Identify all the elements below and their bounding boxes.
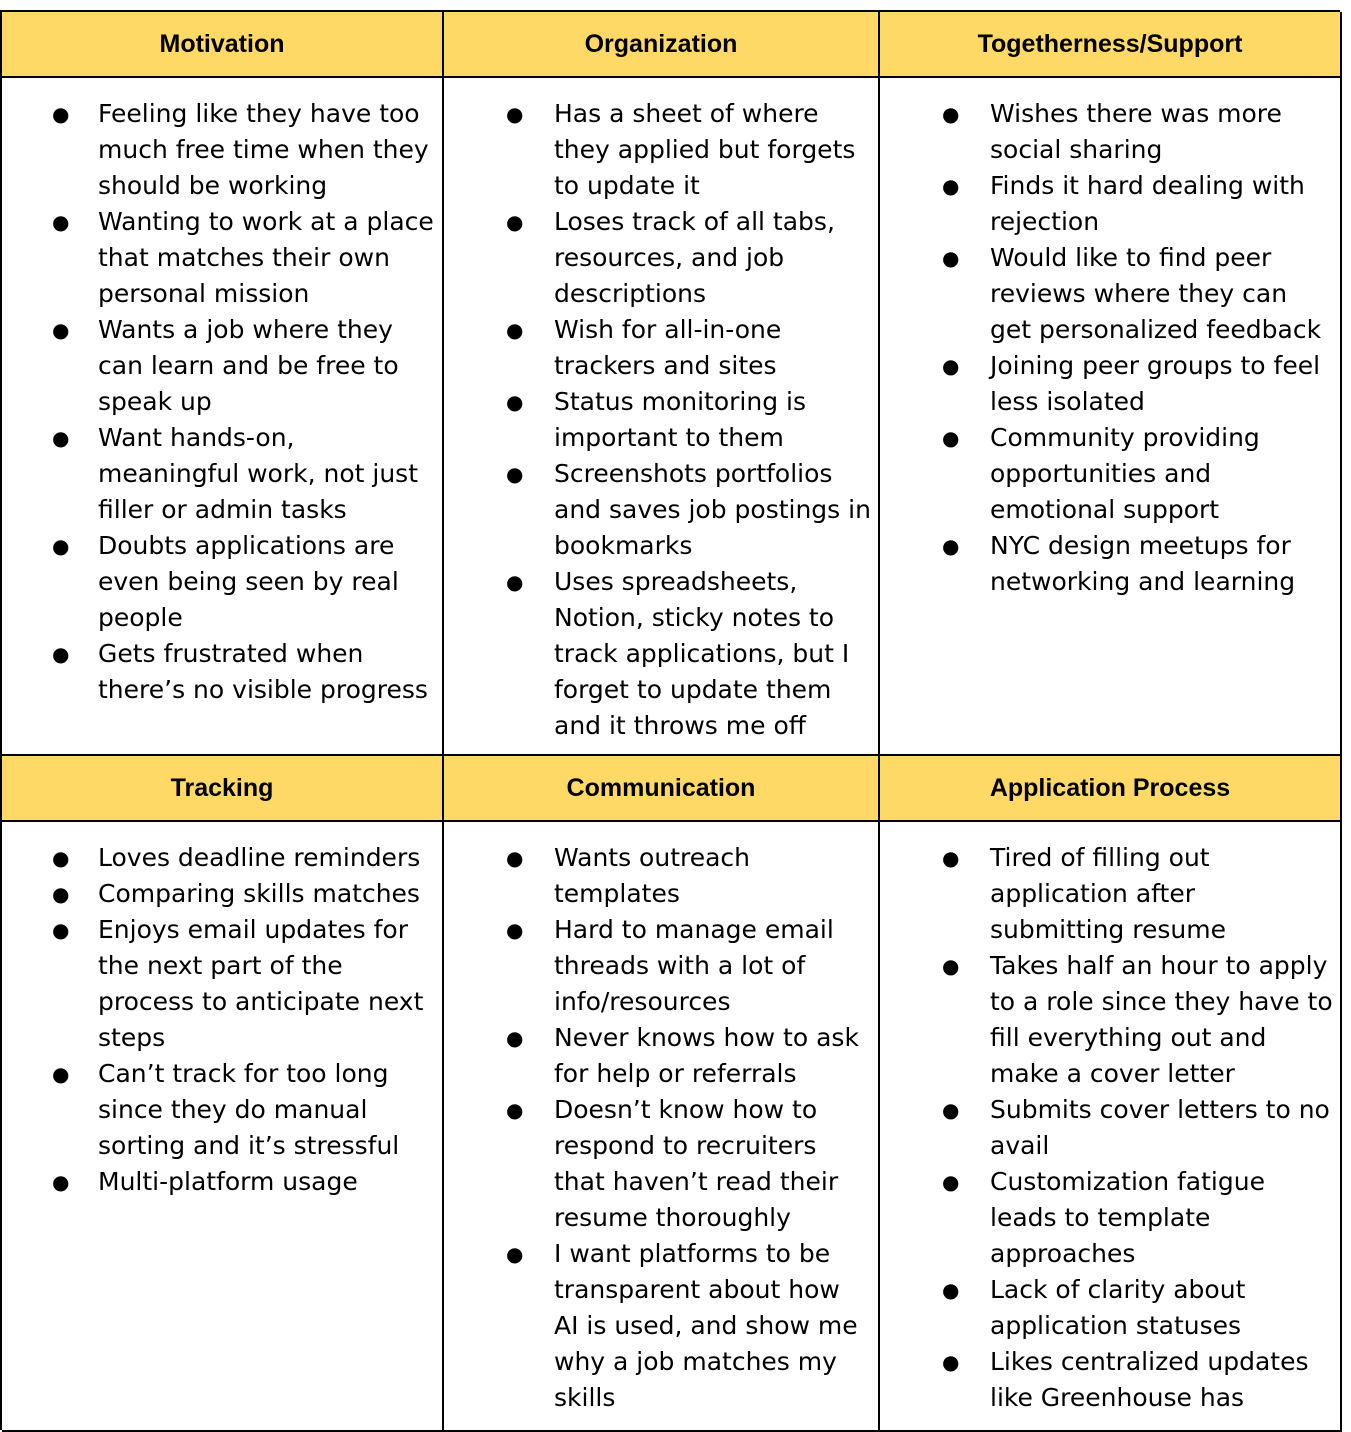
bullet-icon: ● (942, 354, 960, 378)
bullet-icon: ● (942, 954, 960, 978)
bullet-icon: ● (506, 570, 524, 594)
bullet-icon: ● (52, 1170, 70, 1194)
list-item-text: I want platforms to be transparent about how AI is used, and show me why a job matches my skills (554, 1239, 858, 1412)
bullet-icon: ● (52, 318, 70, 342)
list-item-text: Loses track of all tabs, resources, and job descriptions (554, 207, 835, 308)
bullet-icon: ● (942, 246, 960, 270)
list-item (2, 876, 436, 912)
list-item-text: Status monitoring is important to them (554, 387, 807, 452)
list-item-text: NYC design meetups for networking and learning (990, 531, 1296, 596)
list-item (444, 384, 872, 456)
list-item (444, 1020, 872, 1092)
list-item-text: Hard to manage email threads with a lot of info/resources (554, 915, 834, 1016)
list-item-text: Enjoys email updates for the next part of the process to anticipate next steps (98, 915, 424, 1052)
bullet-icon: ● (52, 882, 70, 906)
list-item (2, 96, 436, 204)
list-item (880, 1344, 1334, 1416)
list-item-text: Feeling like they have too much free time when they should be working (98, 99, 429, 200)
list-item (880, 1164, 1334, 1272)
bullet-icon: ● (506, 462, 524, 486)
list-item (444, 840, 872, 912)
list-organization (444, 96, 872, 744)
list-item-text: Customization fatigue leads to template approaches (990, 1167, 1265, 1268)
header-communication: Communication (444, 756, 880, 822)
list-item (2, 204, 436, 312)
list-item-text: Has a sheet of where they applied but forgets to update it (554, 99, 856, 200)
list-item-text: Never knows how to ask for help or referrals (554, 1023, 859, 1088)
header-application-process: Application Process (880, 756, 1342, 822)
bullet-icon: ● (52, 846, 70, 870)
list-togetherness-support (880, 96, 1334, 600)
list-item-text: Uses spreadsheets, Notion, sticky notes to track applications, but I forget to update them and it throws me off (554, 567, 850, 740)
bullet-icon: ● (52, 534, 70, 558)
list-item-text: Community providing opportunities and emotional support (990, 423, 1260, 524)
bullet-icon: ● (506, 846, 524, 870)
bullet-icon: ● (506, 210, 524, 234)
bullet-icon: ● (942, 534, 960, 558)
bullet-icon: ● (942, 1170, 960, 1194)
list-item-text: Tired of filling out application after submitting resume (990, 843, 1226, 944)
bullet-icon: ● (942, 846, 960, 870)
bullet-icon: ● (942, 1098, 960, 1122)
list-item-text: Gets frustrated when there’s no visible progress (98, 639, 428, 704)
list-item (2, 312, 436, 420)
list-item (880, 168, 1334, 240)
list-application-process (880, 840, 1334, 1416)
list-item-text: Doesn’t know how to respond to recruiters that haven’t read their resume thoroughly (554, 1095, 839, 1232)
list-item (444, 1092, 872, 1236)
list-item (880, 528, 1334, 600)
research-findings-table (0, 10, 1340, 1430)
bullet-icon: ● (942, 102, 960, 126)
header-tracking: Tracking (2, 756, 444, 822)
bullet-icon: ● (506, 102, 524, 126)
list-item (444, 1236, 872, 1416)
cell-togetherness-support (880, 78, 1342, 756)
list-item (444, 96, 872, 204)
bullet-icon: ● (52, 642, 70, 666)
bullet-icon: ● (942, 1350, 960, 1374)
list-item-text: Finds it hard dealing with rejection (990, 171, 1305, 236)
list-item-text: Lack of clarity about application statuses (990, 1275, 1246, 1340)
list-item-text: Wants a job where they can learn and be free to speak up (98, 315, 399, 416)
bullet-icon: ● (52, 918, 70, 942)
bullet-icon: ● (52, 210, 70, 234)
list-item (2, 1056, 436, 1164)
bullet-icon: ● (942, 1278, 960, 1302)
header-motivation: Motivation (2, 12, 444, 78)
list-item (444, 312, 872, 384)
list-item-text: Likes centralized updates like Greenhouse has (990, 1347, 1309, 1412)
header-organization: Organization (444, 12, 880, 78)
list-item-text: Wanting to work at a place that matches their own personal mission (98, 207, 434, 308)
list-item (444, 564, 872, 744)
list-item-text: Wish for all-in-one trackers and sites (554, 315, 782, 380)
list-item (880, 840, 1334, 948)
list-item-text: Screenshots portfolios and saves job postings in bookmarks (554, 459, 871, 560)
header-togetherness-support: Togetherness/Support (880, 12, 1342, 78)
list-item-text: Can’t track for too long since they do manual sorting and it’s stressful (98, 1059, 400, 1160)
list-item (2, 840, 436, 876)
list-communication (444, 840, 872, 1416)
list-item-text: Takes half an hour to apply to a role since they have to fill everything out and make a cover letter (990, 951, 1333, 1088)
list-item-text: Want hands-on, meaningful work, not just filler or admin tasks (98, 423, 418, 524)
list-item-text: Doubts applications are even being seen by real people (98, 531, 399, 632)
bullet-icon: ● (506, 1098, 524, 1122)
bullet-icon: ● (506, 390, 524, 414)
cell-organization (444, 78, 880, 756)
list-item (444, 912, 872, 1020)
bullet-icon: ● (942, 426, 960, 450)
list-item (444, 204, 872, 312)
list-item-text: Joining peer groups to feel less isolated (990, 351, 1321, 416)
list-item-text: Wishes there was more social sharing (990, 99, 1282, 164)
list-item (880, 348, 1334, 420)
bullet-icon: ● (942, 174, 960, 198)
cell-tracking (2, 822, 444, 1432)
list-item (880, 420, 1334, 528)
list-item (2, 1164, 436, 1200)
list-item (2, 912, 436, 1056)
list-item-text: Submits cover letters to no avail (990, 1095, 1330, 1160)
list-item-text: Loves deadline reminders (98, 843, 421, 872)
list-item (880, 96, 1334, 168)
bullet-icon: ● (506, 318, 524, 342)
list-item-text: Comparing skills matches (98, 879, 420, 908)
list-item (880, 1092, 1334, 1164)
list-item-text: Would like to find peer reviews where they can get personalized feedback (990, 243, 1322, 344)
list-item (880, 948, 1334, 1092)
bullet-icon: ● (52, 1062, 70, 1086)
list-item-text: Wants outreach templates (554, 843, 751, 908)
list-item-text: Multi-platform usage (98, 1167, 358, 1196)
bullet-icon: ● (506, 918, 524, 942)
cell-communication (444, 822, 880, 1432)
bullet-icon: ● (506, 1242, 524, 1266)
list-item (880, 240, 1334, 348)
list-item (2, 420, 436, 528)
list-item (444, 456, 872, 564)
list-item (880, 1272, 1334, 1344)
cell-motivation (2, 78, 444, 756)
cell-application-process (880, 822, 1342, 1432)
bullet-icon: ● (52, 426, 70, 450)
list-tracking (2, 840, 436, 1200)
list-item (2, 528, 436, 636)
bullet-icon: ● (506, 1026, 524, 1050)
bullet-icon: ● (52, 102, 70, 126)
list-item (2, 636, 436, 708)
list-motivation (2, 96, 436, 708)
